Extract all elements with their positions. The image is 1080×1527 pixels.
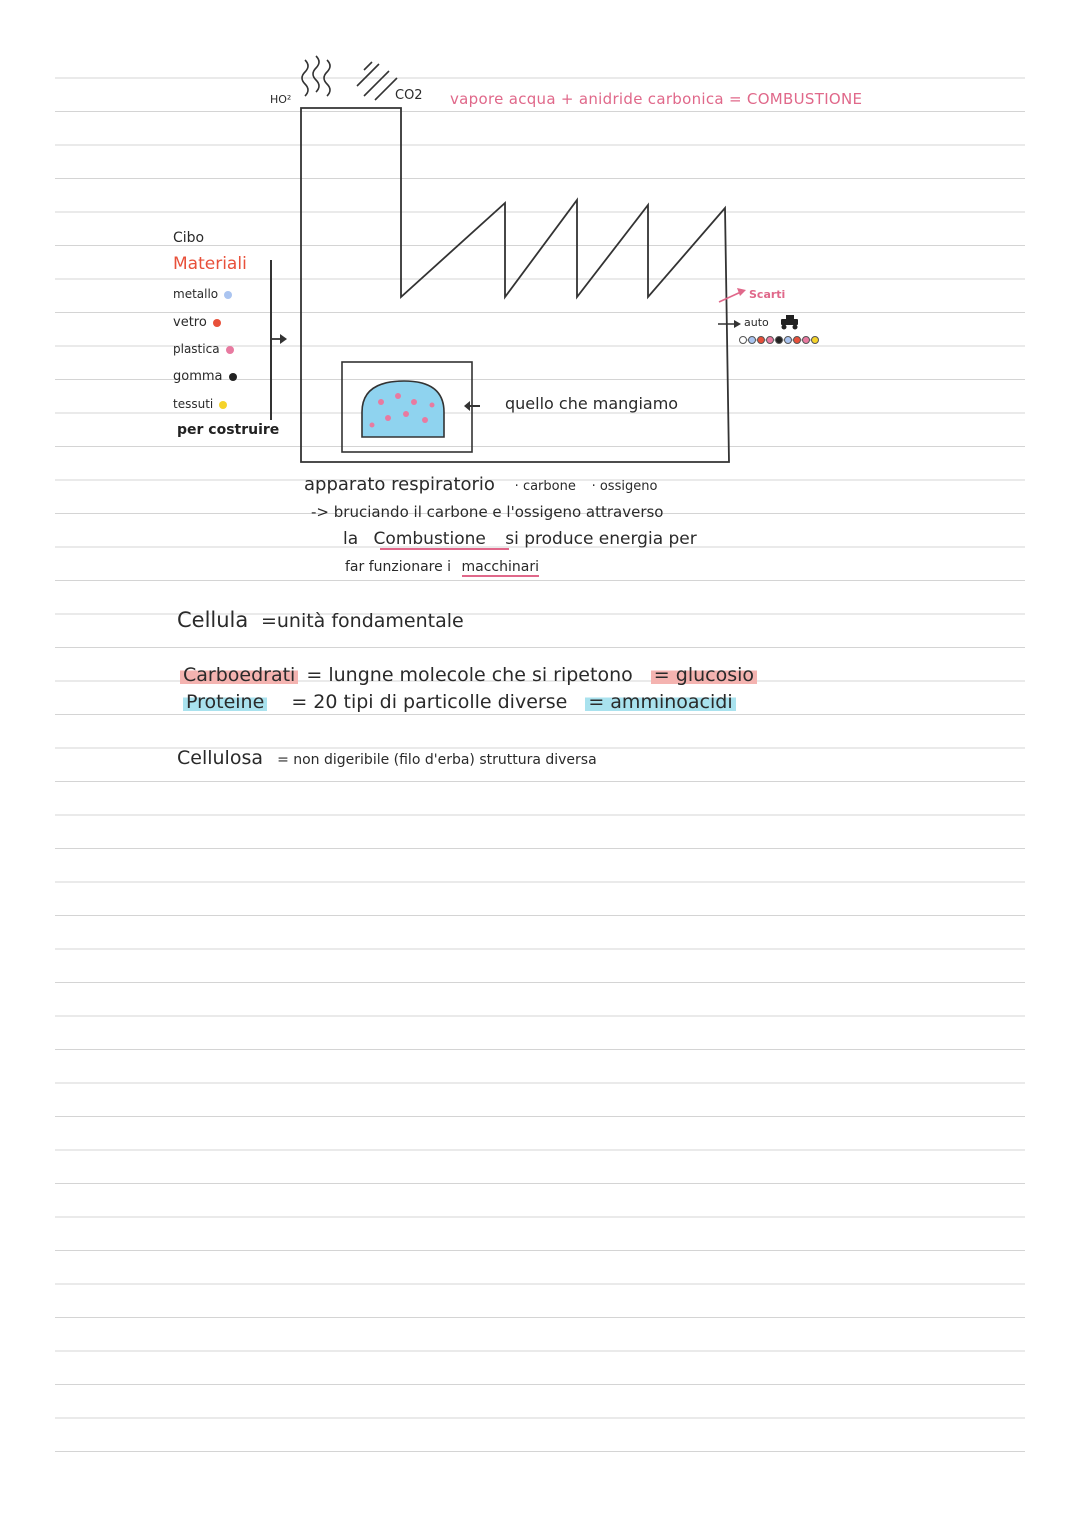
proteine-result: = amminoacidi	[585, 691, 735, 713]
material-name: tessuti	[173, 397, 214, 411]
materiali-label: Materiali	[173, 254, 247, 274]
proteine-definition	[183, 693, 736, 712]
combustion-formula: vapore acqua + anidride carbonica = COMBUSTIONE	[450, 90, 863, 108]
smoke-squiggles	[302, 56, 397, 100]
material-name: metallo	[173, 287, 219, 301]
carbone-item: carbone	[522, 479, 576, 494]
scarti-label: Scarti	[749, 288, 786, 301]
proteine-term: Proteine	[183, 691, 267, 713]
cellulosa-def: = non digeribile (filo d'erba) struttura diversa	[277, 752, 597, 768]
bead-chain	[740, 337, 819, 344]
line4-text: far funzionare i	[345, 559, 452, 575]
co2-label: CO2	[395, 88, 423, 103]
carbo-def: = lungne molecole che si ripetono	[306, 664, 633, 686]
line3-rest: si produce energia per	[505, 529, 697, 549]
cellulosa-term: Cellulosa	[177, 747, 264, 769]
respiratorio-line: apparato respiratorio · carbone · ossigeno	[304, 474, 658, 495]
cellulosa-definition	[177, 749, 597, 768]
ossigeno-item: ossigeno	[599, 479, 658, 494]
per-costruire-label: per costruire	[177, 422, 280, 438]
material-dot	[229, 373, 237, 381]
car-icon	[781, 315, 798, 330]
material-plastica	[173, 343, 234, 355]
cellula-def: =unità fondamentale	[260, 610, 464, 632]
carbo-definition	[180, 666, 757, 685]
macchinari-word: macchinari	[461, 559, 539, 575]
material-vetro	[173, 316, 221, 329]
respiratorio-line-3	[343, 531, 697, 548]
respiratorio-line-2: -> bruciando il carbone e l'ossigeno attraverso	[311, 503, 664, 521]
cibo-label: Cibo	[173, 230, 205, 246]
proteine-def: = 20 tipi di particolle diverse	[291, 691, 568, 713]
cellula-term: Cellula	[177, 608, 249, 632]
carbo-term: Carboedrati	[180, 664, 298, 686]
auto-label: auto	[744, 316, 769, 329]
respiratorio-line-4	[345, 560, 539, 574]
combustione-word: Combustione	[373, 529, 486, 549]
material-name: plastica	[173, 342, 220, 356]
material-dot	[219, 401, 227, 409]
cellula-definition	[177, 610, 464, 631]
line3-word: la	[343, 529, 359, 549]
material-dot	[213, 319, 221, 327]
material-tessuti	[173, 398, 227, 410]
respiratorio-title: apparato respiratorio	[304, 474, 495, 495]
material-gomma	[173, 370, 237, 383]
carbo-result: = glucosio	[651, 664, 757, 686]
food-dome	[362, 381, 444, 437]
material-dot	[224, 291, 232, 299]
quello-label: quello che mangiamo	[505, 394, 679, 413]
material-name: gomma	[173, 369, 223, 384]
material-metallo	[173, 288, 232, 300]
material-name: vetro	[173, 315, 207, 330]
h2o-label: HO²	[270, 93, 292, 106]
material-dot	[226, 346, 234, 354]
